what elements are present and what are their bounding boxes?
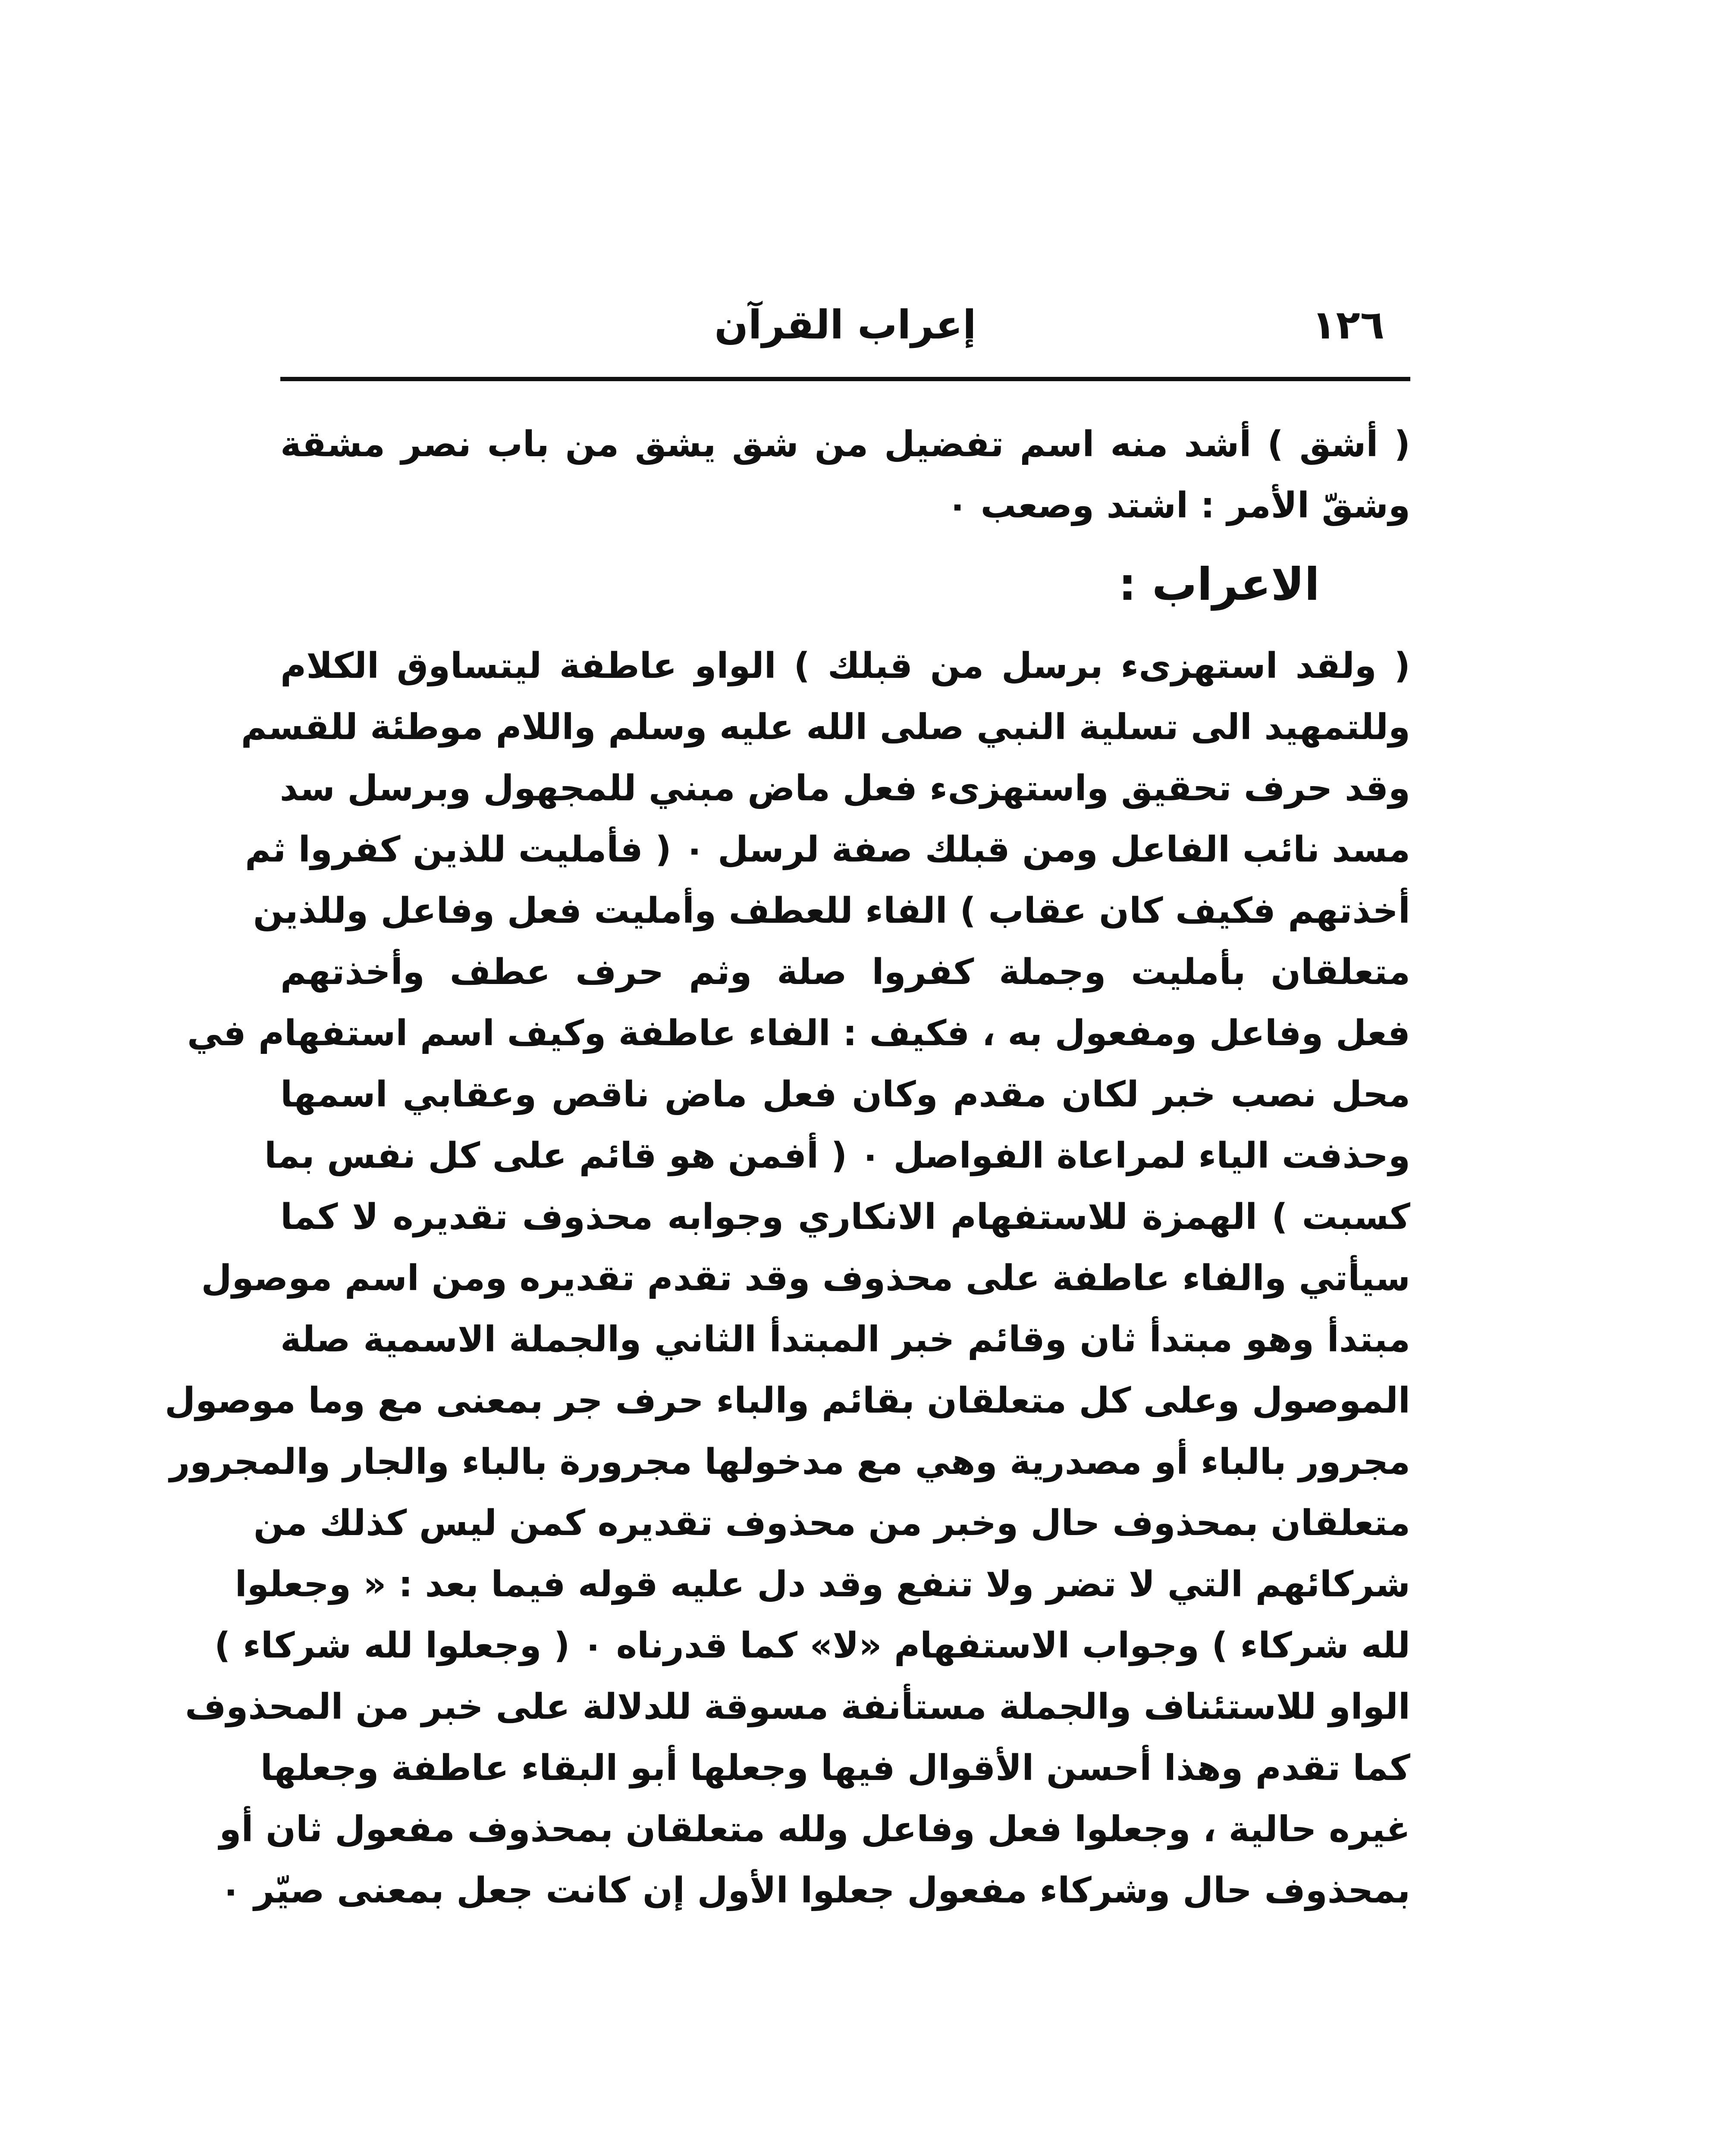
- body-line: محل نصب خبر لكان مقدم وكان فعل ماض ناقص وعقابي اسمها: [280, 1074, 1410, 1115]
- page-number: ١٢٦: [1312, 302, 1384, 348]
- intro-line: ( أشق ) أشد منه اسم تفضيل من شق يشق من باب نصر مشقة: [280, 424, 1410, 465]
- page-content: [164, 414, 1410, 1921]
- body-line: ( ولقد استهزىء برسل من قبلك ) الواو عاطفة ليتساوق الكلام: [280, 646, 1410, 686]
- body-line: شركائهم التي لا تضر ولا تنفع وقد دل عليه قوله فيما بعد : « وجعلوا: [235, 1564, 1410, 1605]
- body-line: وقد حرف تحقيق واستهزىء فعل ماض مبني للمجهول وبرسل سد: [279, 768, 1410, 809]
- body-line: مبتدأ وهو مبتدأ ثان وقائم خبر المبتدأ الثاني والجملة الاسمية صلة: [280, 1319, 1410, 1360]
- body-line: مجرور بالباء أو مصدرية وهي مع مدخولها مجرورة بالباء والجار والمجرور: [169, 1442, 1410, 1482]
- body-line: كما تقدم وهذا أحسن الأقوال فيها وجعلها أبو البقاء عاطفة وجعلها: [260, 1748, 1410, 1789]
- body-line: وللتمهيد الى تسلية النبي صلى الله عليه وسلم واللام موطئة للقسم: [241, 707, 1410, 748]
- body-line: غيره حالية ، وجعلوا فعل وفاعل ولله متعلقان بمحذوف مفعول ثان أو: [219, 1809, 1410, 1850]
- body-line: متعلقان بأمليت وجملة كفروا صلة وثم حرف عطف وأخذتهم: [280, 952, 1410, 993]
- body-line: مسد نائب الفاعل ومن قبلك صفة لرسل ٠ ( فأمليت للذين كفروا ثم: [245, 829, 1410, 870]
- body-line: أخذتهم فكيف كان عقاب ) الفاء للعطف وأمليت فعل وفاعل وللذين: [253, 890, 1410, 931]
- intro-line: وشقّ الأمر : اشتد وصعب ٠: [947, 485, 1410, 526]
- header-rule: [280, 377, 1410, 381]
- section-heading: الاعراب :: [1118, 558, 1320, 611]
- body-line: وحذفت الياء لمراعاة الفواصل ٠ ( أفمن هو قائم على كل نفس بما: [264, 1135, 1410, 1176]
- body-line: بمحذوف حال وشركاء مفعول جعلوا الأول إن كانت جعل بمعنى صيّر ٠: [220, 1870, 1410, 1911]
- page-header: [280, 293, 1410, 367]
- running-title: إعراب القرآن: [714, 302, 976, 348]
- body-line: كسبت ) الهمزة للاستفهام الانكاري وجوابه محذوف تقديره لا كما: [280, 1197, 1410, 1238]
- body-line: لله شركاء ) وجواب الاستفهام «لا» كما قدرناه ٠ ( وجعلوا لله شركاء ): [214, 1625, 1410, 1666]
- body-line: متعلقان بمحذوف حال وخبر من محذوف تقديره كمن ليس كذلك من: [253, 1503, 1410, 1544]
- body-line: سيأتي والفاء عاطفة على محذوف وقد تقدم تقديره ومن اسم موصول: [201, 1258, 1410, 1299]
- body-line: الواو للاستئناف والجملة مستأنفة مسوقة للدلالة على خبر من المحذوف: [185, 1686, 1410, 1727]
- body-line: الموصول وعلى كل متعلقان بقائم والباء حرف جر بمعنى مع وما موصول: [164, 1380, 1410, 1421]
- body-line: فعل وفاعل ومفعول به ، فكيف : الفاء عاطفة وكيف اسم استفهام في: [187, 1013, 1410, 1054]
